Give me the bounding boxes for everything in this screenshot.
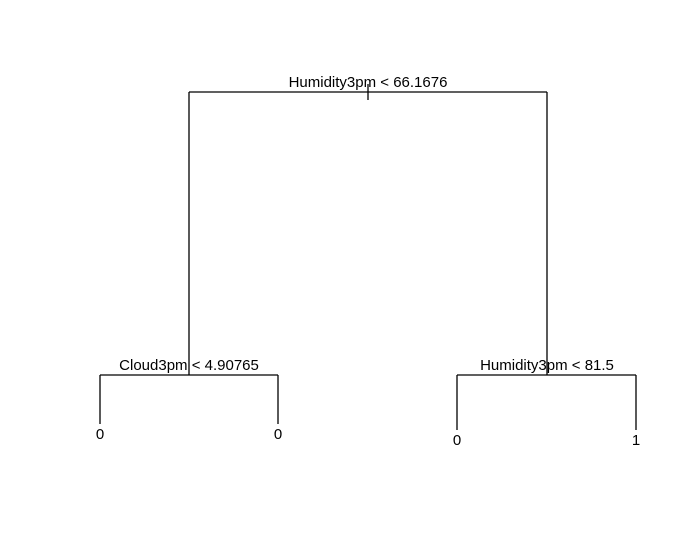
right-split-label: Humidity3pm < 81.5 [480,357,614,374]
left-split-label: Cloud3pm < 4.90765 [119,357,259,374]
leaf-left-right: 0 [273,426,283,443]
leaf-right-right: 1 [631,432,641,449]
root-split-label: Humidity3pm < 66.1676 [288,74,448,91]
leaf-left-left: 0 [95,426,105,443]
leaf-right-left: 0 [452,432,462,449]
